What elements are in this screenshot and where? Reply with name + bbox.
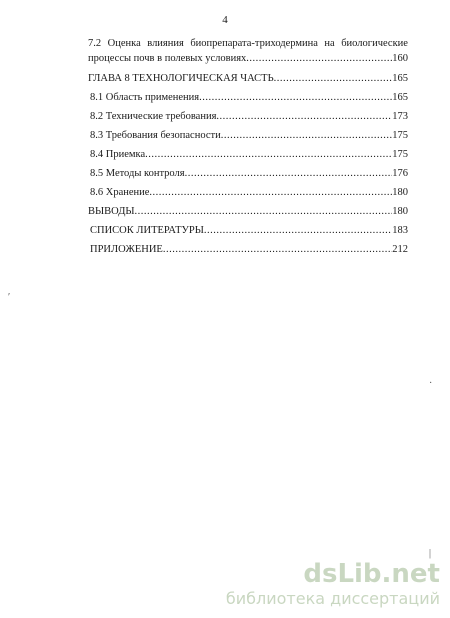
leader-dots bbox=[149, 187, 392, 198]
leader-dots bbox=[185, 168, 393, 179]
leader-dots bbox=[145, 149, 392, 160]
toc-entry-title: 8.3 Требования безопасности bbox=[90, 130, 221, 141]
leader-dots bbox=[204, 225, 392, 236]
page-number: 4 bbox=[222, 14, 228, 26]
leader-dots bbox=[246, 53, 392, 64]
toc-entry-title: ПРИЛОЖЕНИЕ bbox=[90, 244, 163, 255]
leader-dots bbox=[221, 130, 393, 141]
leader-dots bbox=[163, 244, 392, 255]
toc-entry-8-3 bbox=[90, 130, 408, 141]
toc-entry-7-2-line2 bbox=[88, 53, 408, 64]
toc-entry-title: 8.5 Методы контроля bbox=[90, 168, 185, 179]
toc-word: 7.2 bbox=[88, 38, 102, 49]
leader-dots bbox=[135, 206, 393, 217]
toc-entry-8-4 bbox=[90, 149, 408, 160]
toc-entry-page: 180 bbox=[392, 187, 408, 198]
toc-entry-title: СПИСОК ЛИТЕРАТУРЫ bbox=[90, 225, 204, 236]
toc-entry-chapter-8 bbox=[88, 73, 408, 84]
scan-speck: | bbox=[429, 548, 432, 559]
toc-entry-title: процессы почв в полевых условиях bbox=[88, 53, 247, 64]
toc-word: влияния bbox=[147, 38, 184, 49]
scan-speck: · bbox=[429, 378, 433, 389]
toc-entry-7-2 bbox=[88, 38, 408, 64]
toc-entry-page: 183 bbox=[392, 225, 408, 236]
toc-entry-page: 212 bbox=[392, 244, 408, 255]
toc-entry-page: 180 bbox=[392, 206, 408, 217]
toc-entry-8-1 bbox=[90, 92, 408, 103]
toc-entry-title: 8.2 Технические требования bbox=[90, 111, 217, 122]
watermark-subtitle: библиотека диссертаций bbox=[225, 589, 440, 608]
toc-word: биологические bbox=[341, 38, 408, 49]
toc-entry-page: 173 bbox=[392, 111, 408, 122]
toc-entry-7-2-line1 bbox=[88, 38, 408, 49]
toc-entry-page: 176 bbox=[392, 168, 408, 179]
toc-entry-title: 8.6 Хранение bbox=[90, 187, 150, 198]
toc-entry-conclusions bbox=[88, 206, 408, 217]
toc-entry-page: 165 bbox=[392, 92, 408, 103]
scan-speck: ′ bbox=[8, 292, 11, 303]
leader-dots bbox=[216, 111, 392, 122]
toc-entry-page: 175 bbox=[392, 130, 408, 141]
toc-entry-page: 175 bbox=[392, 149, 408, 160]
toc-word: Оценка bbox=[107, 38, 141, 49]
watermark-logo: dsLib.net bbox=[303, 559, 440, 589]
toc-entry-references bbox=[90, 225, 408, 236]
toc-word: на bbox=[324, 38, 335, 49]
toc-word: биопрепарата-триходермина bbox=[190, 38, 318, 49]
leader-dots bbox=[199, 92, 392, 103]
toc-entry-title: 8.1 Область применения bbox=[90, 92, 200, 103]
leader-dots bbox=[274, 73, 393, 84]
toc-entry-title: ВЫВОДЫ bbox=[88, 206, 135, 217]
toc-entry-8-6 bbox=[90, 187, 408, 198]
toc-entry-8-5 bbox=[90, 168, 408, 179]
toc-entry-title: 8.4 Приемка bbox=[90, 149, 146, 160]
toc-entry-appendix bbox=[90, 244, 408, 255]
toc-entry-page: 165 bbox=[392, 73, 408, 84]
watermark bbox=[226, 561, 440, 608]
toc-entry-page: 160 bbox=[392, 53, 408, 64]
toc-entry-title: ГЛАВА 8 ТЕХНОЛОГИЧЕСКАЯ ЧАСТЬ bbox=[88, 73, 274, 84]
toc-entry-8-2 bbox=[90, 111, 408, 122]
